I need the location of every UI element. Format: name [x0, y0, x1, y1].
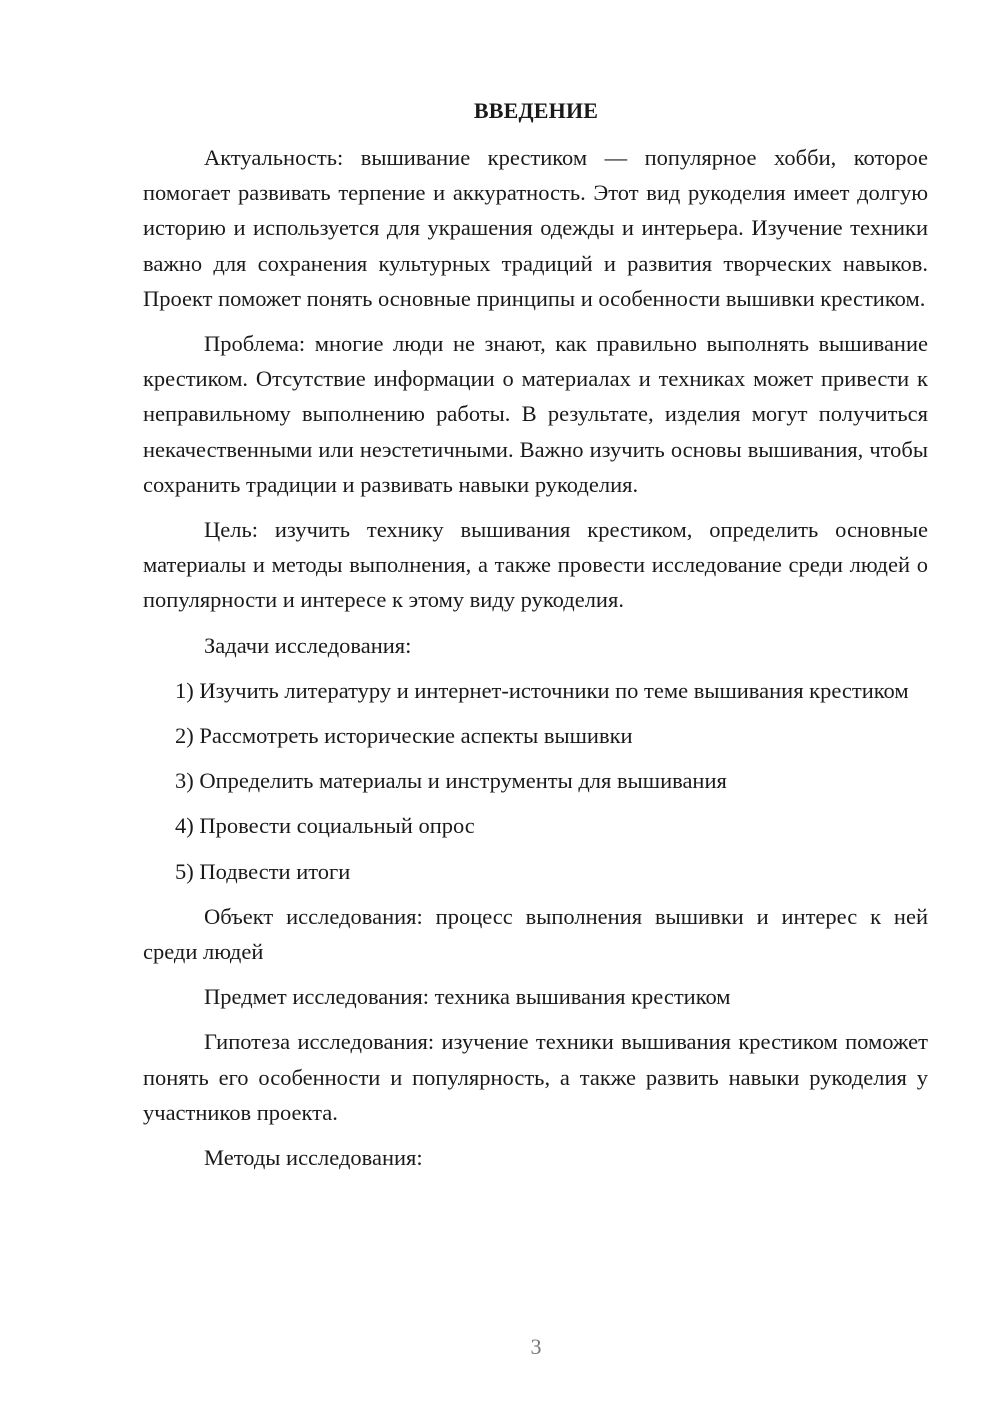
task-item-2: 2) Рассмотреть исторические аспекты вышивки [175, 723, 633, 749]
paragraph-problem: Проблема: многие люди не знают, как правильно выполнять вышивание крестиком. Отсутствие информации о материалах и техниках может привести к неправильному выполнению работы. В результате, изделия могут получиться некачественными или неэстетичными. Важно изучить основы вышивания, чтобы сохранить традиции и развивать навыки рукоделия. [143, 331, 928, 497]
paragraph-methods: Методы исследования: [204, 1145, 423, 1171]
task-item-4: 4) Провести социальный опрос [175, 813, 475, 839]
paragraph-subject: Предмет исследования: техника вышивания крестиком [204, 984, 731, 1010]
paragraph-tasks-heading: Задачи исследования: [204, 632, 412, 658]
paragraph-relevance: Актуальность: вышивание крестиком — популярное хобби, которое помогает развивать терпение и аккуратность. Этот вид рукоделия имеет долгую историю и используется для украшения одежды и интерьера. Изучение техники важно для сохранения культурных традиций и развития творческих навыков. Проект поможет понять основные принципы и особенности вышивки крестиком. [143, 145, 928, 311]
paragraph-goal: Цель: изучить технику вышивания крестиком, определить основные материалы и методы выполнения, а также провести исследование среди людей о популярности и интересе к этому виду рукоделия. [143, 517, 928, 613]
page-number: 3 [530, 1334, 542, 1359]
task-item-5: 5) Подвести итоги [175, 858, 351, 884]
paragraph-object: Объект исследования: процесс выполнения вышивки и интерес к ней среди людей [143, 903, 928, 965]
task-item-3: 3) Определить материалы и инструменты для вышивания [175, 768, 727, 794]
document-body [143, 140, 928, 1185]
paragraph-hypothesis: Гипотеза исследования: изучение техники вышивания крестиком поможет понять его особенности и популярность, а также развить навыки рукоделия у участников проекта. [143, 1029, 928, 1125]
task-item-1: 1) Изучить литературу и интернет-источники по теме вышивания крестиком [175, 677, 909, 703]
page-title: ВВЕДЕНИЕ [473, 98, 599, 123]
